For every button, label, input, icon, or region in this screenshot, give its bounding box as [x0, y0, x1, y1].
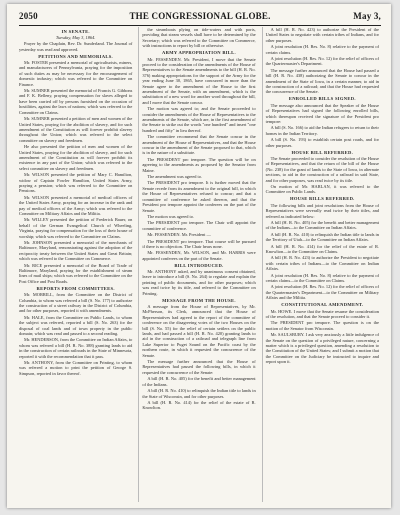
paragraph: Mr. WILSON presented the petition of Mary C. Hamilton, widow of Captain Fowler Hamilton, United States Army, praying a pension; which was referred to the Committee on Pensions. [19, 172, 133, 194]
section-heading: BILL INTRODUCED. [174, 262, 224, 268]
column-left [19, 27, 134, 502]
paragraph: A bill (H. R. No. 414) for the relief of the estate of R. Knowlton. [142, 399, 256, 411]
paragraph: A bill (H. R. No. 410) to relinquish the Indian title to lands in the State of Wisconsin, and for other purposes. [142, 388, 256, 399]
paragraph: The PRESIDENT pro tempore. The question will be on agreeing to the amendments as proposed by the Senator from Maine. [142, 156, 256, 173]
page-number: 2050 [19, 11, 38, 21]
section-heading: ENROLLED BILLS SIGNED. [288, 96, 356, 102]
paragraph: A joint resolution (H. Res. No. 8) relative to the payment of certain claims—to the Committee on Claims. [265, 272, 379, 283]
paragraph: Mr. RICE presented a memorial of the Board of Trade of Baltimore, Maryland, praying for the establishment of steam lines of mail ships; which was referred to the Committee on the Post Office and Post Roads. [19, 262, 133, 284]
publication-title: THE CONGRESSIONAL GLOBE. [129, 11, 271, 21]
section-heading: IN SENATE. [61, 28, 90, 34]
paragraph: The message also announced that the Speaker of the House of Representatives had signed the following enrolled bills, which thereupon received the signature of the President pro tempore: [265, 102, 379, 124]
session-date: Tuesday, May 3, 1864. [55, 34, 96, 40]
paragraph: the steamboats plying on tide-waters and with ports, providing that steam vessels shall have to be determined by the Secretary; which was referred to the Committee on Commerce, with instructions to report by bill or otherwise. [142, 27, 256, 49]
paragraph: A bill (S. No. 166) to aid the Indian refugees to return to their homes in the Indian Territory. [265, 125, 379, 136]
paragraph: A bill (H. R. No. 405) for the benefit and better management of the Indians—to the Committee on Indian Affairs. [265, 219, 379, 231]
paragraph: The following bills and joint resolutions from the House of Representatives were severally read twice by their titles, and referred as indicated below: [265, 202, 379, 219]
paragraph: A joint resolution (H. Res. No. 8) relative to the payment of certain claims. [265, 44, 379, 55]
paragraph: Mr. WILLEY presented the petition of Frederick Bauer, on behalf of the German Evangelical Church of Wheeling, Virginia, praying for compensation for the loss of their house of worship; which was referred to the Committee on Claims. [19, 217, 133, 239]
paragraph: Mr. SUMNER presented a petition of men and women of the United States, praying for the abolition of slavery, and for such amendment of the Constitution as will forever prohibit slavery throughout the Union; which was referred to the select committee on slavery and freedmen. [19, 116, 133, 143]
paragraph: Mr. JOHNSON presented a memorial of the merchants of Baltimore, Maryland, remonstrating against the adoption of the reciprocity treaty between the United States and Great Britain; which was referred to the Committee on Commerce. [19, 240, 133, 262]
paragraph: The message further announced that the House of Representatives had passed the following bills, in which it requested the concurrence of the Senate: [142, 359, 256, 375]
paragraph: A bill (H. R. No. 410) to relinquish the Indian title to lands in the Territory of Utah—to the Committee on Indian Affairs. [265, 231, 379, 243]
paragraph: Mr. MORRILL, from the Committee on the District of Columbia, to whom was referred a bill (S. No. 177) to authorize the construction of a street railway in the District of Columbia, and for other purposes, reported it with amendments. [19, 292, 133, 314]
paragraph: The PRESIDENT pro tempore. The question is on the motion of the Senator from Wisconsin. [265, 320, 379, 331]
paragraph: A message from the House of Representatives, by Mr. McPherson, its Clerk, announced that the House of Representatives had agreed to the report of the committee of conference on the disagreeing votes of the two Houses on the bill (S. No. 55) for the relief of certain settlers on the public lands, and had passed a bill (H. R. No. 420) granting lands to aid in the construction of a railroad and telegraph line from Lake Superior to Puget Sound on the Pacific coast by the northern route, in which it requested the concurrence of the Senate. [142, 304, 256, 358]
paragraph: The PRESIDENT pro tempore. It is further moved that the Senate recede from its amendment to the original bill, in which the House of Representatives refused to concur; and that a committee of conference be asked thereon, and that the President pro tempore appoint the conferees on the part of the Senate. [142, 180, 256, 213]
page-header [19, 11, 381, 26]
paragraph: The PRESIDENT pro tempore. The Chair will appoint the committee of conference. [142, 220, 256, 231]
paragraph: Mr. HALE, from the Committee on Public Lands, to whom the subject was referred, reported a bill (S. No. 263) for the disposal of coal lands and of town property in the public domain; which was read and passed to a second reading. [19, 314, 133, 337]
paragraph: A bill (H. R. No. 423) to authorize the President of the United States to negotiate with certain tribes of Indians, and for other purposes. [265, 27, 379, 43]
paragraph: Mr. ANTHONY asked, and by unanimous consent obtained, leave to introduce a bill (S. No. 264) to regulate and explain the printing of public documents, and for other purposes; which was read twice by its title, and referred to the Committee on Printing. [142, 269, 256, 296]
section-heading: REPORTS FROM COMMITTEES. [36, 285, 115, 291]
paragraph: Mr. FOSTER presented a memorial of agriculturists, miners, and manufacturers of Pennsylvania, praying for the imposition of such duties as may be necessary for the encouragement of domestic industry; which was referred to the Committee on Finance. [19, 60, 133, 87]
text-columns [19, 27, 381, 502]
paragraph: Mr. FESSENDEN, Mr. WILSON, and Mr. HARRIS were appointed conferees on the part of the Senate. [142, 250, 256, 261]
page-date: May 3, [353, 11, 381, 21]
paragraph: The committee recommend that the Senate concur in the amendment of the House of Representatives, and that the House concur in the amendment of the Senate proposed to that, which is in the nature of a substitute. [142, 134, 256, 156]
paragraph: Prayer by the Chaplain, Rev. Dr. Sunderland. The Journal of yesterday was read and approved. [19, 41, 133, 52]
paragraph: The motion was agreed to. [147, 213, 195, 219]
paragraph: A bill (H. R. No. 423) to authorize the President to negotiate with certain tribes of Indians—to the Committee on Indian Affairs. [265, 255, 379, 272]
section-heading: MESSAGE FROM THE HOUSE. [162, 297, 236, 303]
paragraph: Mr. SUMNER presented the memorial of Francis G. Gibbons and F. K. Belleny, praying compensation for slaves alleged to have been carried off by persons furnished on the occasion of hostilities, against the laws of nations; which was referred to the Committee on Claims. [19, 88, 133, 115]
paragraph: The amendment was agreed to. [147, 174, 203, 180]
section-heading: PETITIONS AND MEMORIALS. [38, 53, 114, 59]
section-heading: CONSTITUTIONAL AMENDMENT. [281, 302, 364, 308]
paragraph: A joint resolution (H. Res. No. 12) for the relief of officers of the Quartermaster's Department—to the Committee on Military Affairs and the Militia. [265, 284, 379, 301]
column-right [262, 27, 381, 502]
paragraph: The message further announced that the House had passed a bill (H. R. No. 438) authorizing the Senate to concur in the amendment of the State of Iowa, in a certain manner, to aid in the construction of a railroad; and that the House had requested the concurrence of the Senate. [265, 67, 379, 95]
column-middle [138, 27, 257, 502]
paragraph: Mr. ANTHONY, from the Committee on Printing, to whom was referred a motion to print the petition of George S. Simpson, reported in favor thereof. [19, 360, 133, 376]
paragraph: Mr. HENDERSON, from the Committee on Indian Affairs, to whom was referred a bill (H. R. No. 388) granting lands to aid in the construction of certain railroads in the State of Minnesota, reported it with the recommendation that it pass. [19, 337, 133, 359]
paragraph: The PRESIDENT pro tempore. That course will be pursued if there is no objection. The Chair hears none. [142, 238, 256, 249]
paragraph: A bill (H. R. No. 414) for the relief of the estate of R. Knowlton—to the Committee on Claims. [265, 243, 379, 254]
section-heading: ARMY APPROPRIATION BILL. [162, 50, 236, 56]
section-heading: HOUSE BILL REFERRED. [291, 149, 354, 155]
newspaper-page [7, 4, 391, 508]
paragraph: A bill (H. R. No. 405) for the benefit and better management of the Indians. [142, 376, 256, 387]
section-heading: HOUSE BILLS REFERRED. [290, 196, 355, 202]
paragraph: A bill (S. No. 193) to establish certain post roads, and for other purposes. [265, 137, 379, 148]
paragraph: Mr. HOWE. I move that the Senate resume the consideration of the resolution, and that the Senate proceed to consider it. [265, 308, 379, 319]
paragraph: The motion was agreed to; and the Senate proceeded to consider the amendments of the House of Representatives to the amendments of the Senate, which are, in the first amendment of the Senate to strike out the words "one hundred" and insert "one hundred and fifty" in lieu thereof. [142, 106, 256, 133]
paragraph: On motion of Mr. HARLAN, it was referred to the Committee on Public Lands. [265, 183, 379, 195]
paragraph: Mr. FESSENDEN. Mr. President, I move that the Senate proceed to the consideration of the amendments of the House of Representatives to the Senate amendments to the bill (H. R. No. 376) making appropriations for the support of the Army for the year ending June 30, 1865, have concurred in more than the Senate agree to the amendment of the House to the first amendment of the Senate, with an amendment, which is the substitution of a new word for another word throughout the bill, and I move that the Senate concur. [142, 56, 256, 105]
paragraph: The Senate proceeded to consider the resolution of the House of Representatives, and that the return of the bill of the House (No. 238) for the grant of lands to the State of Iowa, in alternate sections, to aid in the construction of a railroad in said State, and for other purposes, was read twice by its title. [265, 155, 379, 183]
paragraph: He also presented the petition of men and women of the United States, praying for the abolition of slavery, and for such amendment of the Constitution as will forever prohibit its existence in any part of the Union; which was referred to the select committee on slavery and freedmen. [19, 144, 133, 171]
paragraph: Mr. FESSENDEN. Mr. President — [147, 232, 211, 238]
paragraph: Mr. WILSON presented a memorial of medical officers of the United States Army, praying for an increase in the rank and pay of medical officers of the Army; which was referred to the Committee on Military Affairs and the Militia. [19, 194, 133, 216]
paragraph: A joint resolution (H. Res. No. 12) for the relief of officers of the Quartermaster's Department. [265, 56, 379, 67]
paragraph: Mr. SAULSBURY. I ask very anxiously a little indulgence of the Senate on the question of a privileged nature, concerning a matter which is a privileged question, amending a resolution to the Constitution of the United States; and I submit a motion that the Committee on the Judiciary be instructed to inquire and report upon it. [265, 332, 379, 365]
